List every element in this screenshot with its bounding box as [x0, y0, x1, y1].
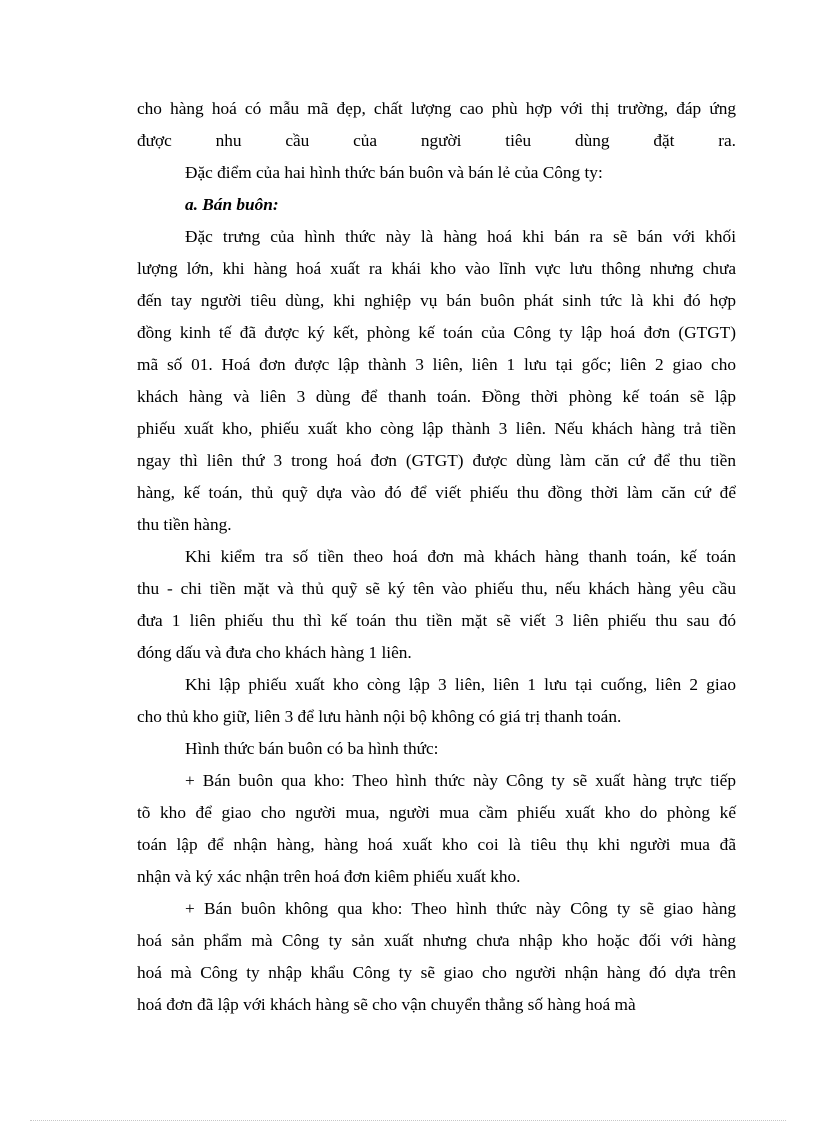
text-line: hoá đơn đã lập với khách hàng sẽ cho vận chuyển thẳng số hàng hoá mà — [137, 995, 636, 1014]
page-bottom-rule — [30, 1120, 786, 1121]
text-line: nhận và ký xác nhận trên hoá đơn kiêm phiếu xuất kho. — [137, 867, 521, 886]
text-line: + Bán buôn không qua kho: Theo hình thức này Công ty sẽ giao hàng — [185, 899, 736, 918]
text-line: khách hàng và liên 3 dùng để thanh toán. Đồng thời phòng kế toán sẽ lập — [137, 387, 736, 406]
text-line: được nhu cầu của người tiêu dùng đặt ra. — [137, 131, 736, 150]
text-line: Đặc trưng của hình thức này là hàng hoá khi bán ra sẽ bán với khối — [185, 227, 736, 246]
text-line: hoá sản phẩm mà Công ty sản xuất nhưng chưa nhập kho hoặc đối với hàng — [137, 931, 736, 950]
text-line: lượng lớn, khi hàng hoá xuất ra khái kho vào lĩnh vực lưu thông nhưng chưa — [137, 259, 736, 278]
text-line: tõ kho để giao cho người mua, người mua cầm phiếu xuất kho do phòng kế — [137, 803, 736, 822]
text-line: toán lập để nhận hàng, hàng hoá xuất kho coi là tiêu thụ khi người mua đã — [137, 835, 736, 854]
text-line: cho thủ kho giữ, liên 3 để lưu hành nội bộ không có giá trị thanh toán. — [137, 707, 622, 726]
text-line: đưa 1 liên phiếu thu thì kế toán thu tiền mặt sẽ viết 3 liên phiếu thu sau đó — [137, 611, 736, 630]
text-line: đóng dấu và đưa cho khách hàng 1 liên. — [137, 643, 412, 662]
text-line: hoá mà Công ty nhập khẩu Công ty sẽ giao cho người nhận hàng đó dựa trên — [137, 963, 736, 982]
text-line: đến tay người tiêu dùng, khi nghiệp vụ bán buôn phát sinh tức là khi đó hợp — [137, 291, 736, 310]
text-line: thu tiền hàng. — [137, 515, 232, 534]
text-line: thu - chi tiền mặt và thủ quỹ sẽ ký tên vào phiếu thu, nếu khách hàng yêu cầu — [137, 579, 736, 598]
text-line: Khi lập phiếu xuất kho còng lập 3 liên, liên 1 lưu tại cuống, liên 2 giao — [185, 675, 736, 694]
document-body — [137, 93, 736, 1021]
text-line: đồng kinh tế đã được ký kết, phòng kế toán của Công ty lập hoá đơn (GTGT) — [137, 323, 736, 342]
text-line: cho hàng hoá có mẫu mã đẹp, chất lượng cao phù hợp với thị trường, đáp ứng — [137, 99, 736, 118]
text-line: hàng, kế toán, thủ quỹ dựa vào đó để viết phiếu thu đồng thời làm căn cứ để — [137, 483, 736, 502]
text-line: Khi kiểm tra số tiền theo hoá đơn mà khách hàng thanh toán, kế toán — [185, 547, 736, 566]
text-line: phiếu xuất kho, phiếu xuất kho còng lập thành 3 liên. Nếu khách hàng trả tiền — [137, 419, 736, 438]
text-line: Hình thức bán buôn có ba hình thức: — [185, 739, 439, 758]
text-line: mã số 01. Hoá đơn được lập thành 3 liên, liên 1 lưu tại gốc; liên 2 giao cho — [137, 355, 736, 374]
text-line: Đặc điểm của hai hình thức bán buôn và bán lẻ của Công ty: — [185, 163, 603, 182]
section-heading: a. Bán buôn: — [185, 195, 279, 214]
text-line: ngay thì liên thứ 3 trong hoá đơn (GTGT) được dùng làm căn cứ để thu tiền — [137, 451, 736, 470]
text-line: + Bán buôn qua kho: Theo hình thức này Công ty sẽ xuất hàng trực tiếp — [185, 771, 736, 790]
